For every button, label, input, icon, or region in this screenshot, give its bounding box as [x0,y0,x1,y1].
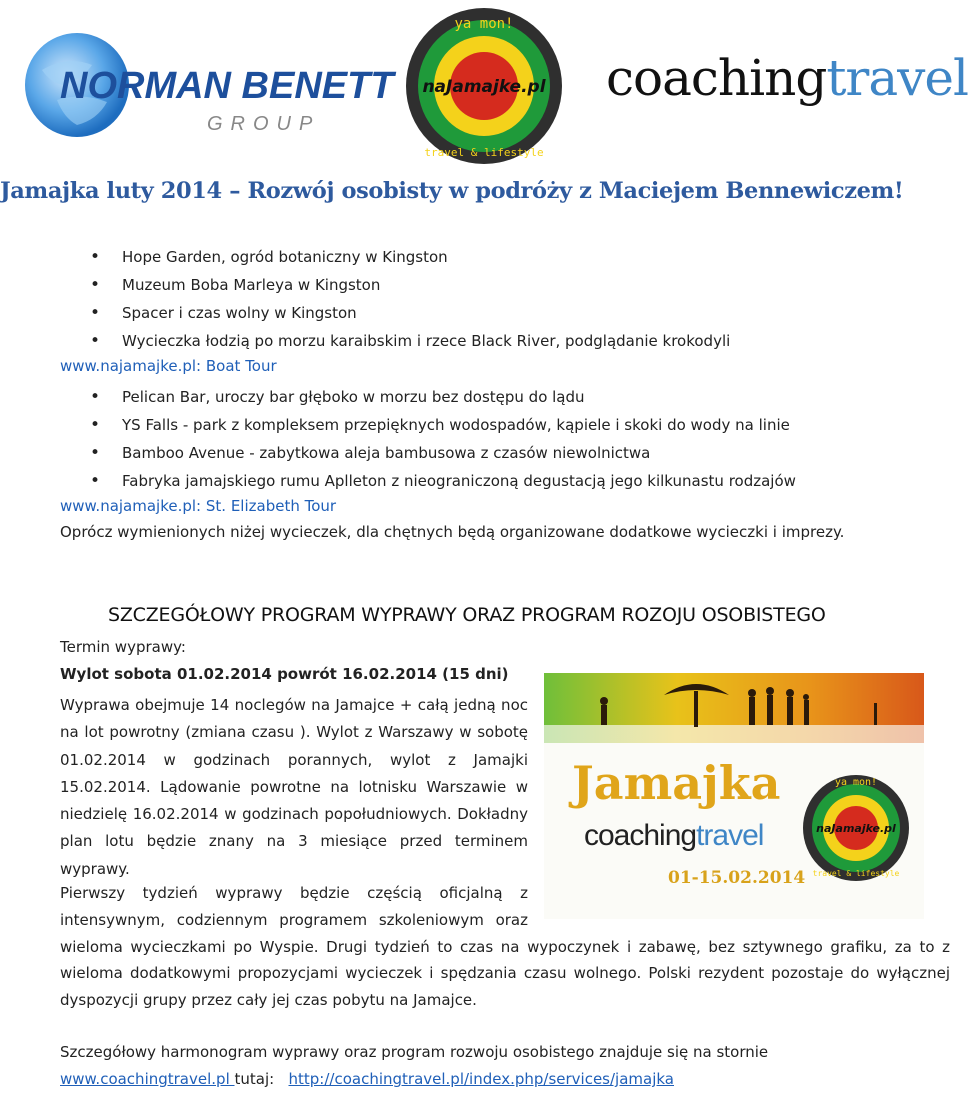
najamajke-bottom-text: travel & lifestyle [424,146,544,159]
list-item: • Muzeum Boba Marleya w Kingston [60,271,730,299]
promo-coaching-word [584,819,763,852]
list-item: • Bamboo Avenue - zabytkowa aleja bambusowa z czasów niewolnictwa [60,439,796,467]
coachingtravel-site-link[interactable]: www.coachingtravel.pl [60,1070,235,1088]
najamajke-center-text: naJamajke.pl [422,77,546,97]
norman-benett-wordmark: NORMAN BENETT [60,65,394,107]
st-elizabeth-tour-link[interactable]: www.najamajke.pl: St. Elizabeth Tour [60,497,337,515]
list-item: • Spacer i czas wolny w Kingston [60,299,730,327]
program-line-2: intensywnym, codziennym programem szkoleniowym oraz [60,910,528,929]
norman-benett-logo [22,30,394,145]
section-heading: SZCZEGÓŁOWY PROGRAM WYPRAWY ORAZ PROGRAM ROZOJU OSOBISTEGO [108,604,826,626]
promo-badge-bottom: travel & lifestyle [812,869,900,878]
najamajke-logo [404,6,564,166]
intro-text: Oprócz wymienionych niżej wycieczek, dla chętnych będą organizowane dodatkowe wycieczki i imprezy. [60,523,845,541]
list-item: • Wycieczka łodzią po morzu karaibskim i rzece Black River, podglądanie krokodyli [60,327,730,355]
link-separator-text: tutaj: [234,1070,275,1088]
jamajka-program-link[interactable]: http://coachingtravel.pl/index.php/services/jamajka [288,1070,674,1088]
trip-details-paragraph: Wyprawa obejmuje 14 noclegów na Jamajce + całą jedną noc na lot powrotny (zmiana czasu ). Wylot z Warszawy w sobotę 01.02.2014 w godzinach porannych, wylot z Jamajki 15.02.2014. Lądowanie powrotne na lotnisku Warszawie w niedzielę 16.02.2014 w godzinach popołudniowych. Dokładny plan lotu będzie znany na 3 miesiące przed terminem wyprawy. [60,696,528,878]
promo-badge-center: naJamajke.pl [816,822,896,835]
page-title: Jamajka luty 2014 – Rozwój osobisty w podróży z Maciejem Bennewiczem! [0,178,904,204]
outro-text: Szczegółowy harmonogram wyprawy oraz program rozwoju osobistego znajduje się na stornie [60,1043,769,1061]
flight-dates: Wylot sobota 01.02.2014 powrót 16.02.2014 (15 dni) [60,665,509,683]
coaching-travel-logo [606,38,968,118]
footer-links [60,1070,674,1088]
logo-coaching-word: coaching [606,49,827,107]
attractions-list-kingston [60,243,730,355]
program-line-1: Pierwszy tydzień wyprawy będzie częścią oficjalną z [60,884,528,902]
najamajke-top-text: ya mon! [454,16,514,32]
list-item: • Pelican Bar, uroczy bar głęboko w morzu bez dostępu do lądu [60,383,796,411]
promo-travel-text: travel [696,819,764,852]
program-rest: wieloma wycieczkami po Wyspie. Drugi tydzień to czas na wypoczynek i zabawę, bez sztywnego grafiku, za to z wieloma dodatkowymi propozycjami wycieczek i spędzania czasu wolnego. Polski rezydent pozostaje do wyłącznej dyspozycji grupy przez cały jej czas pobytu na Jamajce. [60,937,950,1010]
list-item: • Hope Garden, ogród botaniczny w Kingston [60,243,730,271]
term-label: Termin wyprawy: [60,638,186,656]
promo-najamajke-badge [803,775,909,881]
attractions-list-st-elizabeth [60,383,796,495]
norman-benett-group: GROUP [207,113,321,135]
jamajka-promo-image [544,673,924,919]
boat-tour-link[interactable]: www.najamajke.pl: Boat Tour [60,357,277,375]
logo-travel-word: travel [826,49,968,107]
promo-dates: 01-15.02.2014 [668,868,806,888]
promo-badge-top: ya mon! [834,777,878,788]
promo-jamajka-word: Jamajka [572,756,781,810]
list-item: • Fabryka jamajskiego rumu Aplleton z nieograniczoną degustacją jego kilkunastu rodzajów [60,467,796,495]
list-item: • YS Falls - park z kompleksem przepięknych wodospadów, kąpiele i skoki do wody na linie [60,411,796,439]
promo-coaching-text: coaching [584,819,697,852]
